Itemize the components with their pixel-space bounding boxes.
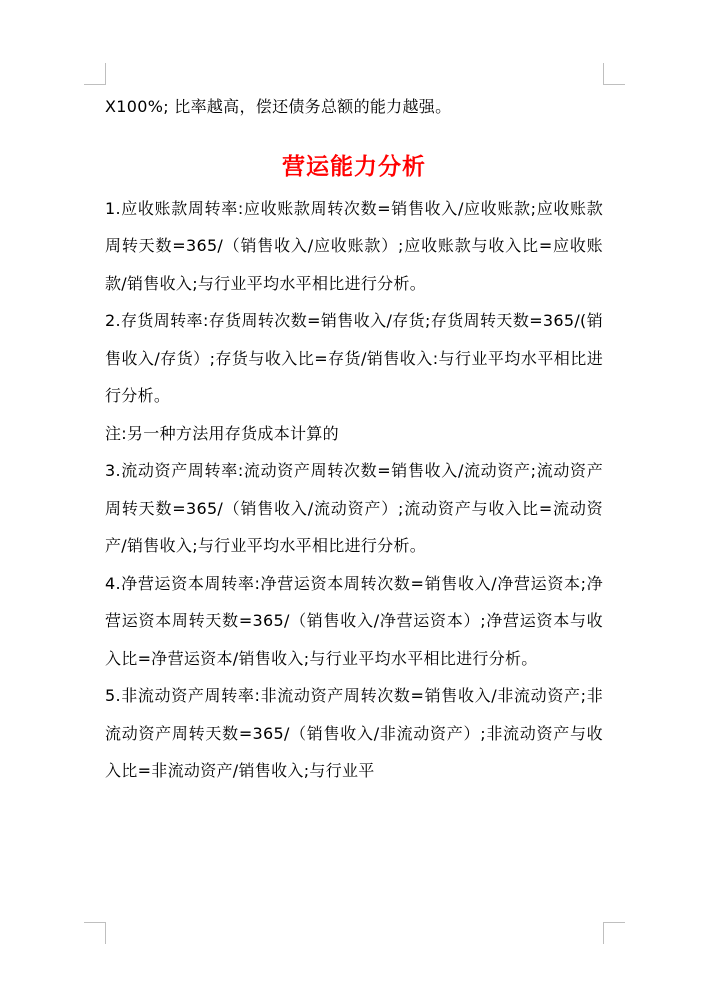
margin-corner-mark-bottom-right [603,922,625,944]
paragraph-note: 注:另一种方法用存货成本计算的 [105,423,339,443]
intro-line: X100%; 比率越高，偿还债务总额的能力越强。 [105,97,452,116]
margin-corner-mark-top-left [84,63,106,85]
paragraph-current-assets-turnover: 3.流动资产周转率:流动资产周转次数=销售收入/流动资产;流动资产周转天数=365/（销售收入/流动资产）;流动资产与收入比=流动资产/销售收入;与行业平均水平相比进行分析。 [105,461,603,555]
paragraph-inventory-turnover: 2.存货周转率:存货周转次数=销售收入/存货;存货周转天数=365/(销售收入/存货）;存货与收入比=存货/销售收入:与行业平均水平相比进行分析。 [105,311,603,405]
paragraph-receivables-turnover: 1.应收账款周转率:应收账款周转次数=销售收入/应收账款;应收账款周转天数=365/（销售收入/应收账款）;应收账款与收入比=应收账款/销售收入;与行业平均水平相比进行分析。 [105,198,603,293]
document-body [105,88,603,790]
margin-corner-mark-top-right [603,63,625,85]
section-title: 营运能力分析 [282,153,426,180]
paragraph-noncurrent-assets-turnover: 5.非流动资产周转率:非流动资产周转次数=销售收入/非流动资产;非流动资产周转天数=365/（销售收入/非流动资产）;非流动资产与收入比=非流动资产/销售收入;与行业平 [105,686,603,780]
margin-corner-mark-bottom-left [84,922,106,944]
paragraph-working-capital-turnover: 4.净营运资本周转率:净营运资本周转次数=销售收入/净营运资本;净营运资本周转天数=365/（销售收入/净营运资本）;净营运资本与收入比=净营运资本/销售收入;与行业平均水平相比进行分析。 [105,573,603,668]
